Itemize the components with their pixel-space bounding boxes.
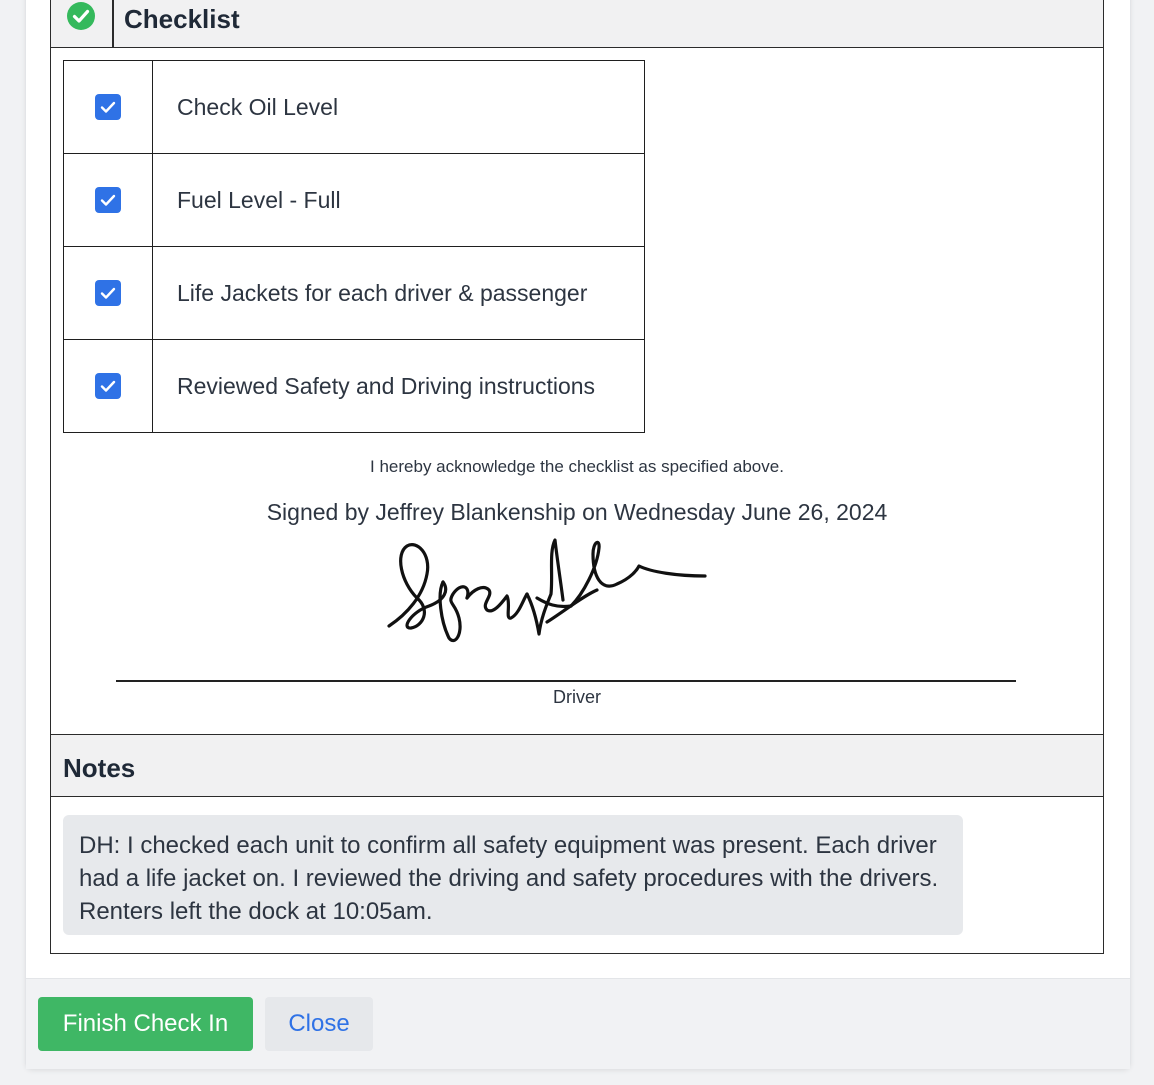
notes-title: Notes [63,753,136,783]
checkbox-checked[interactable] [95,373,121,399]
checklist-item-label: Reviewed Safety and Driving instructions [153,340,645,433]
notes-section [50,734,1104,954]
notes-text: DH: I checked each unit to confirm all safety equipment was present. Each driver had a life jacket on. I reviewed the driving and safety procedures with the drivers. Renters left the dock at 10:05am. [63,815,963,935]
signature-line [116,680,1016,682]
checklist-item-label: Fuel Level - Full [153,154,645,247]
check-in-modal [26,0,1130,1068]
checkbox-checked[interactable] [95,280,121,306]
finish-check-in-button[interactable]: Finish Check In [38,997,253,1051]
signature-image [387,534,707,649]
signed-by-text: Signed by Jeffrey Blankenship on Wednesday June 26, 2024 [266,499,888,525]
checklist-row [64,340,645,433]
checklist-table [63,60,645,433]
checklist-item-label: Life Jackets for each driver & passenger [153,247,645,340]
checklist-item-label: Check Oil Level [153,61,645,154]
checkbox-checked[interactable] [95,187,121,213]
notes-header [51,735,1103,797]
acknowledgement-text: I hereby acknowledge the checklist as specified above. [370,457,784,476]
checkmark-circle-icon [67,2,95,30]
checklist-title: Checklist [124,4,240,34]
checklist-row [64,247,645,340]
checklist-row [64,154,645,247]
close-button[interactable]: Close [265,997,373,1051]
signature-role-label: Driver [553,687,601,707]
header-divider [112,0,114,47]
checklist-section [50,0,1104,737]
checklist-row [64,61,645,154]
checkbox-checked[interactable] [95,94,121,120]
modal-footer [26,978,1130,1069]
checklist-header [51,0,1103,48]
